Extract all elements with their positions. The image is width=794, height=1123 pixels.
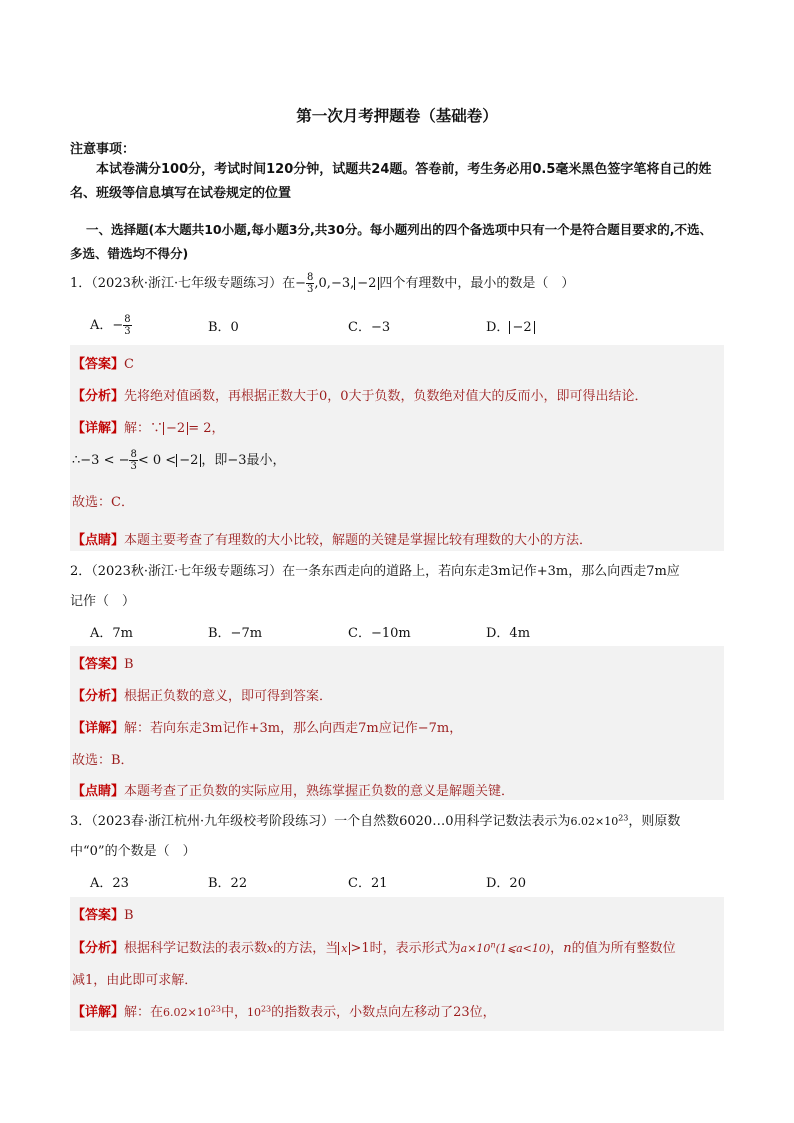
q1-stem-suffix: 四个有理数中，最小的数是（ ） [379,276,575,291]
q2-comment [72,780,514,799]
q1-detail-abs-inner-2: −2 [179,453,199,468]
question-3-stem-line-1 [70,810,680,829]
answer-tag: 【答案】 [72,657,125,672]
q3-answer [72,904,134,923]
q3-sci-exp: 23 [618,813,629,823]
q3-analysis-n: n [563,941,572,956]
q1-detail-line-2 [72,449,286,472]
q3-analysis-d: ， [550,941,564,956]
q2-detail-line-2: 故选：B． [72,753,134,768]
q3-detail-line-1 [72,1001,496,1020]
q1-detail-a: 解：∵ [124,421,164,436]
analysis-tag: 【分析】 [72,389,125,404]
q1-opt-d-label: D． [486,320,510,335]
q1-solution-box [70,345,724,525]
q2-option-a: A．7m [90,626,133,641]
q3-form-exp: n [490,940,496,950]
answer-tag: 【答案】 [72,357,125,372]
q3-stem-a: 3．（2023春·浙江杭州·九年级校考阶段练习）一个自然数6020…0用科学记数法表示为 [70,814,571,829]
q2-solution-box [70,646,724,800]
analysis-tag: 【分析】 [72,941,125,956]
notice-heading: 注意事项： [70,142,136,157]
q3-detail-b: 中， [220,1005,247,1020]
q1-detail-den: 3 [130,461,137,472]
q2-analysis [72,685,332,704]
q3-form-range: (1⩽a<10) [495,942,551,955]
q1-comment [72,529,592,548]
q3-analysis-line-1 [72,937,676,956]
q3-analysis-a: 根据科学记数法的表示数 [124,941,268,956]
q3-detail-pow-exp: 23 [260,1004,272,1014]
q1-detail-abs-inner: −2 [166,421,186,436]
q3-detail-pow [247,1006,271,1019]
q1-minus: − [295,276,307,291]
q2-comment-text: 本题考查了正负数的实际应用，熟练掌握正负数的意义是解题关键． [124,784,515,799]
q3-sci [570,815,628,828]
q2-option-c: C．−10m [348,626,411,641]
q3-option-a: A．23 [90,876,129,891]
q3-analysis-form [461,942,551,955]
q3-detail-sci-exp: 23 [210,1004,221,1014]
q1-list: ,0,−3, [314,276,355,291]
q1-comment-text: 本题主要考查了有理数的大小比较，解题的关键是掌握比较有理数的大小的方法． [124,533,593,548]
q1-comment-box [70,525,724,551]
comment-tag: 【点睛】 [72,533,125,548]
q3-analysis-c: >1时，表示形式为 [350,941,461,956]
question-2-stem-line-1: 2．（2023秋·浙江·七年级专题练习）在一条东西走向的道路上，若向东走3m记作+3m，那么向西走7m应 [70,564,680,579]
q1-detail-b-a: ∴−3 < − [72,453,130,468]
detail-tag: 【详解】 [72,721,125,736]
q1-detail-abs [163,422,188,435]
q1-option-d [486,316,535,335]
answer-tag: 【答案】 [72,908,125,923]
q1-detail-abs-2 [176,454,201,467]
q2-answer-value: B [124,657,134,672]
q3-analysis-b: 的方法，当 [273,941,339,956]
q1-abs-inner: −2 [357,276,377,291]
notice-text: 本试卷满分100分，考试时间120分钟，试题共24题。答卷前，考生务必用0.5毫米黑色签字笔将自己的姓名、班级等信息填写在试卷规定的位置 [70,162,712,201]
q1-option-a [90,314,132,337]
q1-detail-line-1 [72,417,225,436]
detail-tag: 【详解】 [72,421,125,436]
q3-option-b: B．22 [208,876,248,891]
q1-frac-den: 3 [307,284,314,295]
q2-detail-line-1 [72,717,462,736]
q3-analysis-abs-x: x [341,942,348,955]
comment-tag: 【点睛】 [72,784,125,799]
q3-solution-box [70,897,724,1031]
q3-option-c: C．21 [348,876,388,891]
q3-analysis-x: x [267,942,274,955]
q1-detail-b-b: < 0 < [137,453,177,468]
q1-analysis-text: 先将绝对值函数，再根据正数大于0，0大于负数，负数绝对值大的反而小，即可得出结论． [124,389,648,404]
q1-detail-a-end: = 2， [188,421,225,436]
q1-abs [354,277,379,290]
q1-opt-a-label: A． [90,318,113,333]
analysis-tag: 【分析】 [72,689,125,704]
q3-analysis-line-2: 减1，由此即可求解． [72,973,198,988]
q1-opt-a-num: 8 [124,314,131,325]
q3-detail-pow-base: 10 [246,1006,261,1019]
q1-opt-a-den: 3 [124,326,131,337]
q1-opt-a-minus: − [112,318,124,333]
question-1-stem [70,272,574,295]
q1-stem-prefix: 1．（2023秋·浙江·七年级专题练习）在 [70,276,296,291]
q3-detail-a: 解：在 [124,1005,164,1020]
q1-option-b: B．0 [208,320,239,335]
q2-option-b: B．−7m [208,626,263,641]
q2-analysis-text: 根据正负数的意义，即可得到答案． [124,689,333,704]
q1-answer-value: C [124,357,134,372]
q1-detail-b-c: ，即−3最小， [201,453,286,468]
q2-option-d: D．4m [486,626,531,641]
q1-detail-fraction [129,449,137,472]
q1-detail-line-3: 故选：C． [72,495,134,510]
q3-detail-c: 的指数表示，小数点向左移动了23位， [271,1005,496,1020]
q3-option-d: D．20 [486,876,526,891]
question-3-stem-line-2: 中“0”的个数是（ ） [70,844,196,859]
q1-opt-a-fraction [123,314,131,337]
section-heading: 一、选择题(本大题共10小题,每小题3分,共30分。每小题列出的四个备选项中只有一个是符合题目要求的,不选、多选、错选均不得分) [70,222,712,261]
q3-form-base: a×10 [460,942,491,955]
q3-detail-sci [163,1006,221,1019]
q1-option-c: C．−3 [348,320,391,335]
q1-detail-num: 8 [130,449,137,460]
detail-tag: 【详解】 [72,1005,125,1020]
q1-analysis [72,385,648,404]
q3-sci-base: 6.02×10 [570,815,619,828]
q3-detail-sci-base: 6.02×10 [163,1006,211,1019]
q1-opt-d-abs-inner: −2 [512,320,532,335]
q3-analysis-abs [338,942,350,955]
q1-answer [72,353,134,372]
q1-opt-d-abs [509,321,534,334]
q1-frac-num: 8 [307,272,314,283]
q2-detail-a: 解：若向东走3m记作+3m，那么向西走7m应记作−7m， [124,721,463,736]
q3-stem-b: ，则原数 [628,814,681,829]
q2-answer [72,653,134,672]
question-2-stem-line-2: 记作（ ） [70,594,136,609]
q3-answer-value: B [124,908,134,923]
page-title: 第一次月考押题卷（基础卷） [296,107,498,125]
q3-analysis-e: 的值为所有整数位 [571,941,676,956]
